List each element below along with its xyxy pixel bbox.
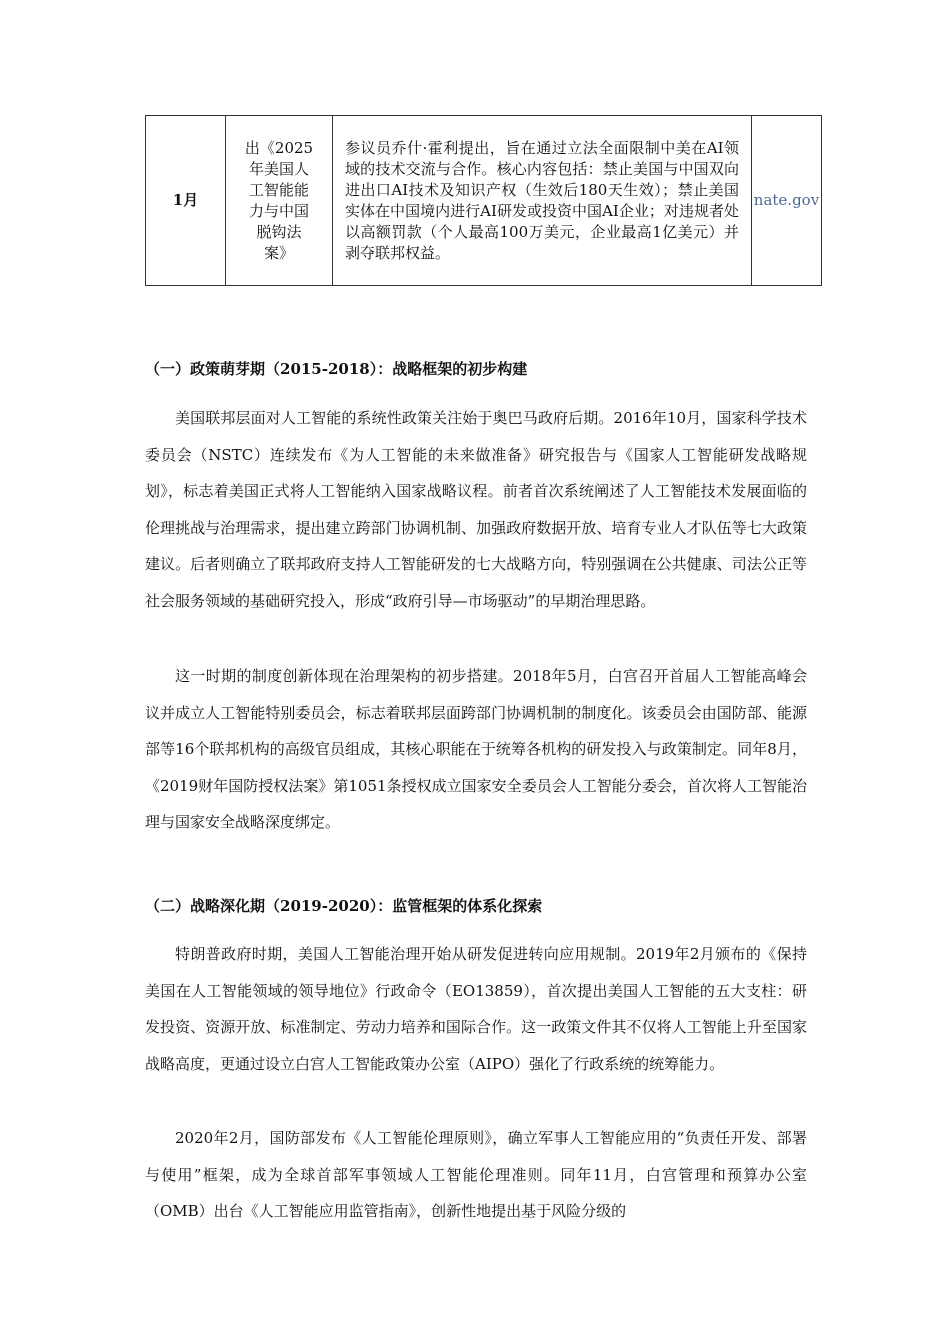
body-paragraph: 特朗普政府时期，美国人工智能治理开始从研发促进转向应用规制。2019年2月颁布的《保持美国在人工智能领域的领导地位》行政命令（EO13859），首次提出美国人工智能的五大支柱：研发投资、资源开放、标准制定、劳动力培养和国际合作。这一政策文件其不仅将人工智能上升至国家战略高度，更通过设立白宫人工智能政策办公室（AIPO）强化了行政系统的统筹能力。 <box>145 945 807 1073</box>
act-name-line: 力与中国 <box>248 201 309 220</box>
section-heading: （二）战略深化期（2019-2020）：监管框架的体系化探索 <box>145 897 543 915</box>
section-heading: （一）政策萌芽期（2015-2018）：战略框架的初步构建 <box>145 360 528 378</box>
source-link[interactable]: nate.gov <box>752 116 822 286</box>
description-cell: 参议员乔什·霍利提出，旨在通过立法全面限制中美在AI领域的技术交流与合作。核心内容包括：禁止美国与中国双向进出口AI技术及知识产权（生效后180天生效）；禁止美国实体在中国境内进行AI研发或投资中国AI企业；对违规者处以高额罚款（个人最高100万美元，企业最高1亿美元）并剥夺联邦权益。 <box>333 116 752 286</box>
policy-table <box>145 115 822 286</box>
table-row <box>146 116 822 286</box>
act-name-line: 年美国人 <box>248 159 309 178</box>
body-paragraph: 这一时期的制度创新体现在治理架构的初步搭建。2018年5月，白宫召开首届人工智能高峰会议并成立人工智能特别委员会，标志着联邦层面跨部门协调机制的制度化。该委员会由国防部、能源部等16个联邦机构的高级官员组成，其核心职能在于统筹各机构的研发投入与政策制定。同年8月，《2019财年国防授权法案》第1051条授权成立国家安全委员会人工智能分委会，首次将人工智能治理与国家安全战略深度绑定。 <box>145 667 807 831</box>
month-cell: 1月 <box>146 116 226 286</box>
act-name-line: 出《2025 <box>244 138 314 157</box>
act-name-line: 脱钩法 <box>256 222 302 241</box>
act-name-line: 案》 <box>263 243 294 262</box>
act-name-cell <box>226 116 333 286</box>
body-paragraph: 美国联邦层面对人工智能的系统性政策关注始于奥巴马政府后期。2016年10月，国家科学技术委员会（NSTC）连续发布《为人工智能的未来做准备》研究报告与《国家人工智能研发战略规划》，标志着美国正式将人工智能纳入国家战略议程。前者首次系统阐述了人工智能技术发展面临的伦理挑战与治理需求，提出建立跨部门协调机制、加强政府数据开放、培育专业人才队伍等七大政策建议。后者则确立了联邦政府支持人工智能研发的七大战略方向，特别强调在公共健康、司法公正等社会服务领域的基础研究投入，形成“政府引导—市场驱动”的早期治理思路。 <box>145 409 807 610</box>
body-paragraph: 2020年2月，国防部发布《人工智能伦理原则》，确立军事人工智能应用的“负责任开发、部署与使用”框架，成为全球首部军事领域人工智能伦理准则。同年11月，白宫管理和预算办公室（OMB）出台《人工智能应用监管指南》，创新性地提出基于风险分级的 <box>145 1129 807 1220</box>
act-name-line: 工智能能 <box>248 180 309 199</box>
